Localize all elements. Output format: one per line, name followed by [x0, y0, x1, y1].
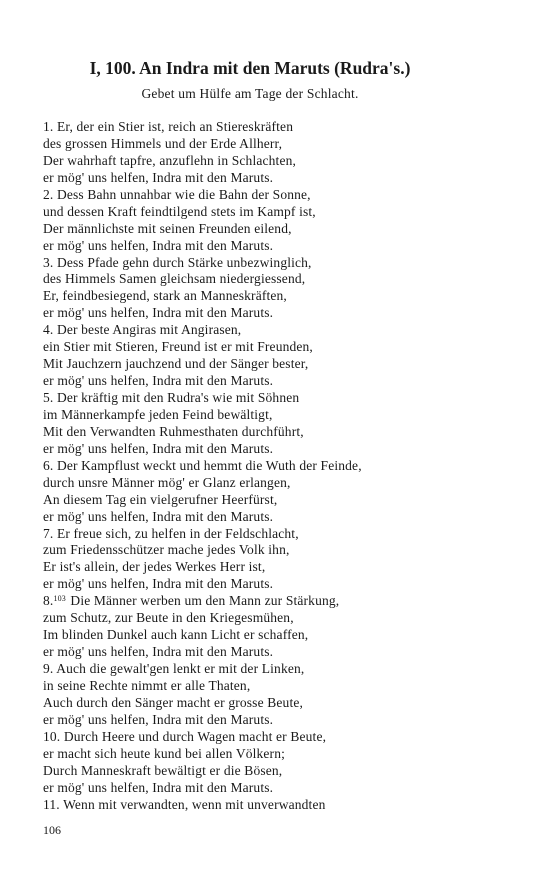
verse-text: er mög' uns helfen, Indra mit den Maruts.	[43, 237, 274, 253]
verse-number: 8.	[43, 593, 54, 609]
verse-text: Mit den Verwandten Ruhmesthaten durchführt,	[43, 423, 304, 439]
verse-line	[43, 271, 513, 288]
verse-text: er macht sich heute kund bei allen Völkern;	[43, 745, 286, 761]
verse-text: er mög' uns helfen, Indra mit den Maruts.	[43, 169, 274, 185]
page-number: 106	[43, 823, 61, 837]
verse-line	[43, 322, 513, 339]
verse-line	[43, 221, 513, 238]
verse-text: 11. Wenn mit verwandten, wenn mit unverwandten	[43, 796, 326, 812]
page-title: I, 100. An Indra mit den Maruts (Rudra's.)	[89, 58, 411, 78]
verse-line	[43, 661, 513, 678]
verse-line	[43, 712, 513, 729]
verse-text: 4. Der beste Angiras mit Angirasen,	[43, 322, 242, 338]
verse-text: Der wahrhaft tapfre, anzuflehn in Schlachten,	[43, 152, 297, 168]
verse-line	[43, 644, 513, 661]
verse-line	[43, 763, 513, 780]
verse-text: er mög' uns helfen, Indra mit den Maruts.	[43, 508, 274, 524]
verse-line	[43, 255, 513, 272]
verse-text: An diesem Tag ein vielgerufner Heerfürst,	[43, 491, 278, 507]
verse-line	[43, 288, 513, 305]
verse-text: er mög' uns helfen, Indra mit den Maruts.	[43, 644, 274, 660]
verse-text: zum Schutz, zur Beute in den Kriegesmühen,	[43, 610, 294, 626]
verse-block	[43, 119, 513, 813]
verse-text: im Männerkampfe jeden Feind bewältigt,	[43, 406, 273, 422]
verse-line	[43, 610, 513, 627]
verse-line	[43, 458, 513, 475]
verse-line	[43, 593, 513, 610]
verse-line	[43, 373, 513, 390]
verse-text: Mit Jauchzern jauchzend und der Sänger bester,	[43, 356, 309, 372]
verse-text: Die Männer werben um den Mann zur Stärkung,	[66, 593, 340, 609]
verse-text: Er, feindbesiegend, stark an Manneskräften,	[43, 288, 287, 304]
verse-text: er mög' uns helfen, Indra mit den Maruts.	[43, 305, 274, 321]
verse-text: Durch Manneskraft bewältigt er die Bösen,	[43, 762, 283, 778]
verse-line	[43, 153, 513, 170]
verse-text: er mög' uns helfen, Indra mit den Maruts.	[43, 440, 274, 456]
verse-line	[43, 797, 513, 814]
verse-line	[43, 305, 513, 322]
verse-text: Im blinden Dunkel auch kann Licht er schaffen,	[43, 627, 309, 643]
verse-text: 2. Dess Bahn unnahbar wie die Bahn der Sonne,	[43, 186, 311, 202]
verse-text: er mög' uns helfen, Indra mit den Maruts.	[43, 711, 274, 727]
verse-text: er mög' uns helfen, Indra mit den Maruts.	[43, 373, 274, 389]
verse-text: er mög' uns helfen, Indra mit den Maruts.	[43, 779, 274, 795]
page-subtitle: Gebet um Hülfe am Tage der Schlacht.	[141, 86, 359, 101]
verse-text: 10. Durch Heere und durch Wagen macht er Beute,	[43, 728, 327, 744]
verse-line	[43, 678, 513, 695]
verse-line	[43, 729, 513, 746]
verse-text: 5. Der kräftig mit den Rudra's wie mit Söhnen	[43, 390, 300, 405]
verse-line	[43, 136, 513, 153]
verse-line	[43, 526, 513, 543]
verse-line	[43, 187, 513, 204]
verse-text: durch unsre Männer mög' er Glanz erlangen,	[43, 474, 291, 490]
verse-line	[43, 542, 513, 559]
verse-text: 6. Der Kampflust weckt und hemmt die Wuth der Feinde,	[43, 457, 362, 473]
verse-text: ein Stier mit Stieren, Freund ist er mit Freunden,	[43, 339, 313, 355]
verse-text: Der männlichste mit seinen Freunden eilend,	[43, 220, 292, 236]
verse-text: 1. Er, der ein Stier ist, reich an Stiereskräften	[43, 119, 294, 134]
verse-line	[43, 780, 513, 797]
verse-text: Er ist's allein, der jedes Werkes Herr ist,	[43, 559, 266, 575]
verse-line	[43, 407, 513, 424]
verse-line	[43, 492, 513, 509]
verse-text: in seine Rechte nimmt er alle Thaten,	[43, 677, 251, 693]
verse-text: er mög' uns helfen, Indra mit den Maruts.	[43, 576, 274, 592]
verse-line	[43, 576, 513, 593]
verse-line	[43, 509, 513, 526]
verse-line	[43, 559, 513, 576]
verse-line	[43, 441, 513, 458]
verse-line	[43, 339, 513, 356]
verse-text: Auch durch den Sänger macht er grosse Beute,	[43, 694, 304, 710]
verse-line	[43, 475, 513, 492]
verse-line	[43, 390, 513, 407]
verse-text: und dessen Kraft feindtilgend stets im Kampf ist,	[43, 203, 316, 219]
verse-line	[43, 119, 513, 136]
verse-line	[43, 746, 513, 763]
verse-text: 9. Auch die gewalt'gen lenkt er mit der Linken,	[43, 661, 305, 676]
verse-line	[43, 695, 513, 712]
verse-line	[43, 238, 513, 255]
verse-text: des grossen Himmels und der Erde Allherr,	[43, 135, 283, 151]
verse-text: des Himmels Samen gleichsam niedergiessend,	[43, 271, 306, 287]
verse-line	[43, 204, 513, 221]
verse-text: 3. Dess Pfade gehn durch Stärke unbezwinglich,	[43, 254, 312, 270]
verse-line	[43, 356, 513, 373]
verse-line	[43, 170, 513, 187]
verse-line	[43, 424, 513, 441]
footnote-reference[interactable]: 103	[53, 594, 66, 604]
verse-text: 7. Er freue sich, zu helfen in der Feldschlacht,	[43, 525, 299, 541]
verse-text: zum Friedensschützer mache jedes Volk ihn,	[43, 542, 290, 558]
verse-line	[43, 627, 513, 644]
